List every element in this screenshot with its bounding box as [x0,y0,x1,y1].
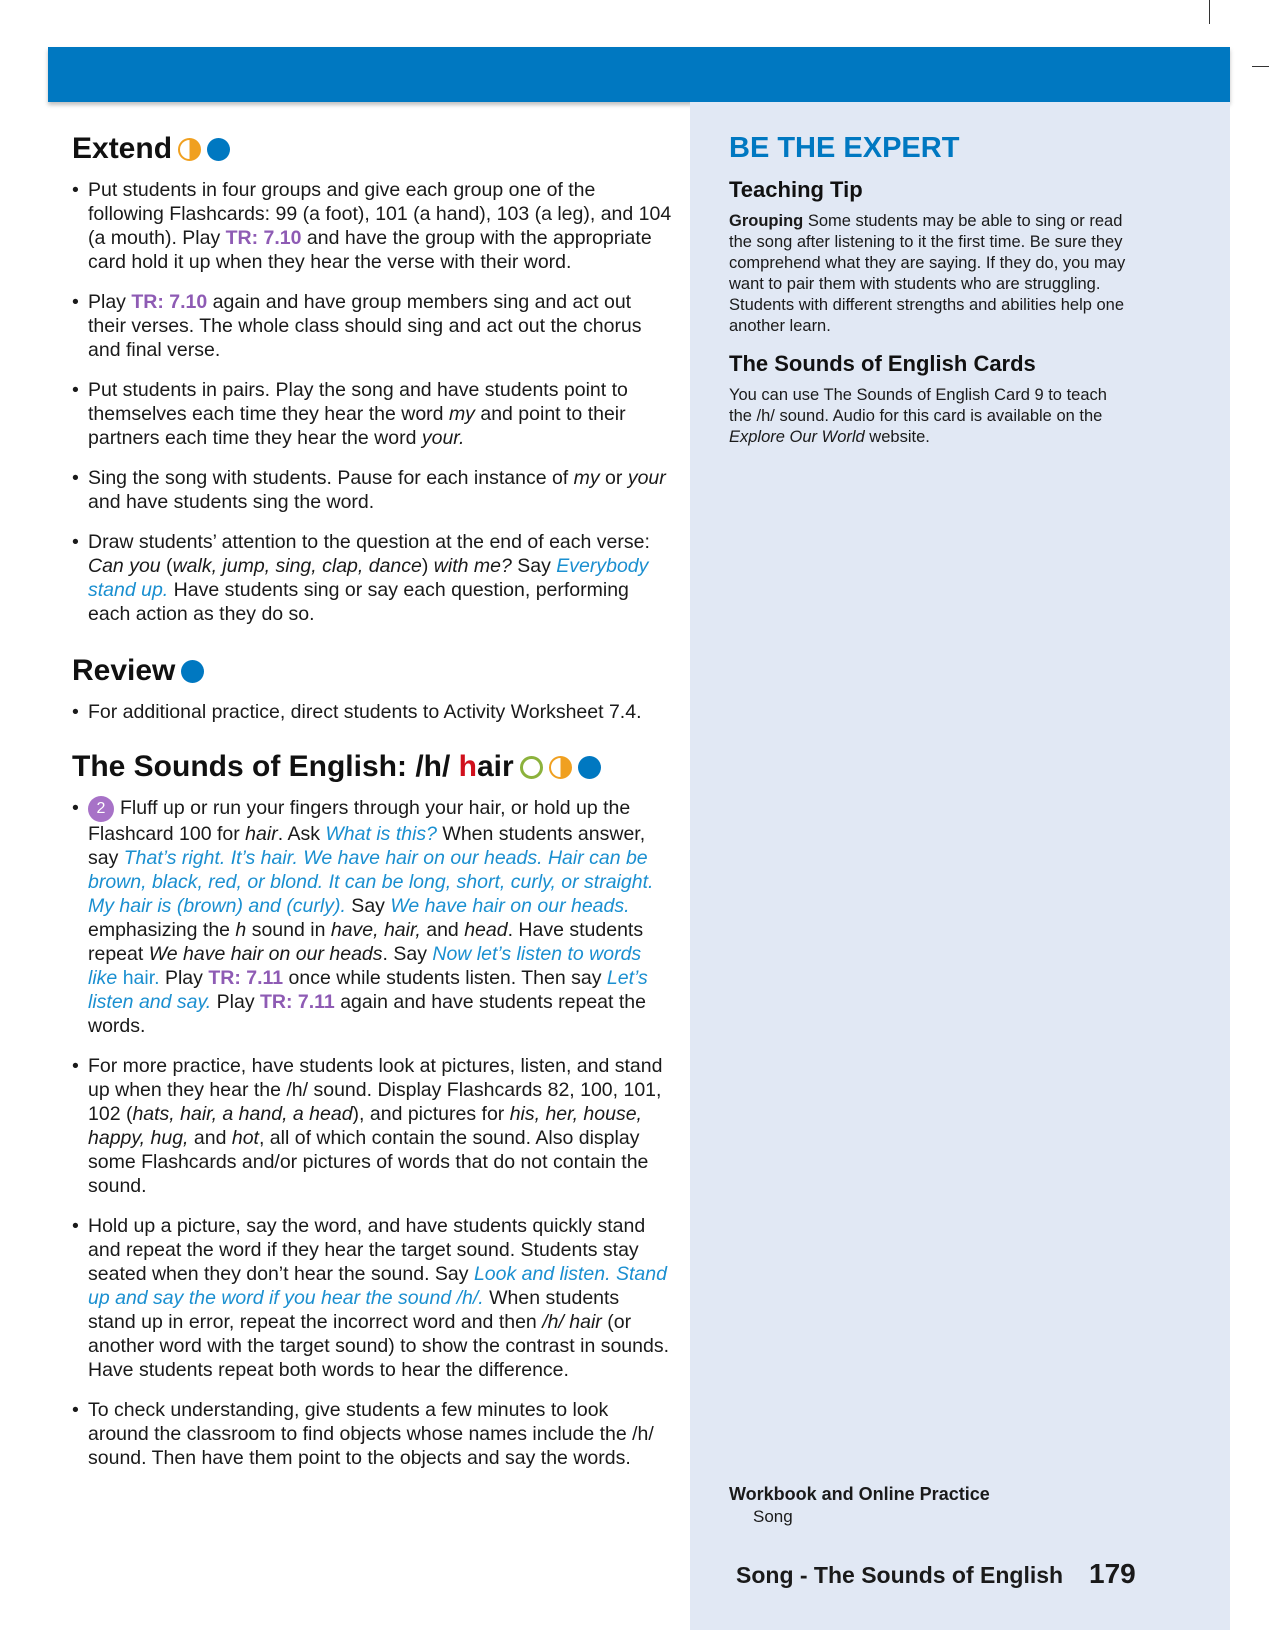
list-item: • Play TR: 7.10 again and have group members sing and act out their verses. The whole class should sing and act out the chorus and final verse. [72,290,672,362]
track-reference[interactable]: TR: 7.10 [225,227,302,249]
track-reference[interactable]: TR: 7.11 [208,967,284,989]
list-item: • 2 Fluff up or run your fingers through your hair, or hold up the Flashcard 100 for hair. Ask What is this? When students answer, say That’s right. It’s hair. We have hair on our heads. Hair can be brown, black, red, or blond. It can be long, short, curly, or straight. My hair is (brown) and (curly). Say We have hair on our heads. emphasizing the h sound in have, hair, and head. Have students repeat We have hair on our heads. Say Now let’s listen to words like hair. Play TR: 7.11 once while students listen. Then say Let’s listen and say. Play TR: 7.11 again and have students repeat the words. [72,796,672,1038]
teacher-prompt: What is this? [325,823,438,845]
full-circle-level-icon [578,756,601,779]
list-item: • Put students in four groups and give each group one of the following Flashcards: 99 (a foot), 101 (a hand), 103 (a leg), and 104 (a mouth). Play TR: 7.10 and have the group with the appropriate card hold it up when they hear the verse with their word. [72,178,672,274]
empty-circle-level-icon [520,756,543,779]
teacher-prompt: That’s right. It’s hair. We have hair on our heads. Hair can be brown, black, red, or blond. It can be long, short, curly, or straight. My hair is (brown) and (curly). [88,847,654,917]
review-title: Review [72,654,176,687]
teaching-tip-text: Grouping Some students may be able to sing or read the song after listening to it the first time. Be sure they comprehend what they are saying. If they do, you may want to pair them with students who are struggling. Students with different strengths and abilities help one another learn. [729,212,1126,335]
workbook-practice [729,1484,990,1527]
crop-mark-horizontal [1252,66,1269,67]
list-item: • For more practice, have students look at pictures, listen, and stand up when they hear the /h/ sound. Display Flashcards 82, 100, 101, 102 (hats, hair, a hand, a head), and pictures for his, her, house, happy, hug, and hot, all of which contain the sound. Also display some Flashcards and/or pictures of words that do not contain the sound. [72,1054,672,1198]
step-number-badge: 2 [88,796,114,822]
crop-mark-vertical [1209,0,1210,24]
top-banner [48,47,1230,102]
extend-list [72,178,672,626]
review-heading [72,654,672,688]
list-item: • Draw students’ attention to the question at the end of each verse: Can you (walk, jump, sing, clap, dance) with me? Say Everybody stand up. Have students sing or say each question, performing each action as they do so. [72,530,672,626]
sounds-list [72,796,672,1470]
half-circle-level-icon [549,756,572,779]
track-reference[interactable]: TR: 7.10 [131,291,208,313]
main-column [72,132,672,1486]
teaching-tip-heading: Teaching Tip [729,177,863,202]
track-reference[interactable]: TR: 7.11 [260,991,335,1013]
workbook-item: Song [753,1507,793,1526]
list-item: • For additional practice, direct students to Activity Worksheet 7.4. [72,700,672,724]
extend-title: Extend [72,132,173,165]
list-item: • Hold up a picture, say the word, and have students quickly stand and repeat the word if they hear the target sound. Students stay seated when they don’t hear the sound. Say Look and listen. Stand up and say the word if you hear the sound /h/. When students stand up in error, repeat the incorrect word and then /h/ hair (or another word with the target sound) to show the contrast in sounds. Have students repeat both words to hear the difference. [72,1214,672,1382]
extend-heading [72,132,672,166]
sound-cards-text: You can use The Sounds of English Card 9 to teach the /h/ sound. Audio for this card is available on the Explore Our World website. [729,386,1107,446]
review-list [72,700,672,724]
half-circle-level-icon [178,138,201,161]
teacher-prompt: Look and listen. Stand up and say the word if you hear the sound /h/. [88,1263,667,1309]
list-item: • Sing the song with students. Pause for each instance of my or your and have students sing the word. [72,466,672,514]
footer-title: Song - The Sounds of English [736,1562,1064,1588]
list-item: • Put students in pairs. Play the song and have students point to themselves each time they hear the word my and point to their partners each time they hear the word your. [72,378,672,450]
list-item: • To check understanding, give students a few minutes to look around the classroom to find objects whose names include the /h/ sound. Then have them point to the objects and say the words. [72,1398,672,1470]
sounds-title: The Sounds of English: /h/ hair [72,750,514,783]
page-number: 179 [1089,1558,1136,1589]
teacher-prompt: Now let’s listen to words like hair. [88,943,642,989]
be-the-expert-panel [729,132,1129,462]
workbook-title: Workbook and Online Practice [729,1484,990,1504]
teacher-prompt: Let’s listen and say. [88,967,648,1013]
teacher-prompt: Everybody stand up. [88,555,649,601]
full-circle-level-icon [207,138,230,161]
teacher-prompt: We have hair on our heads. [390,895,630,917]
sounds-heading [72,750,672,784]
be-the-expert-heading: BE THE EXPERT [729,132,960,164]
sound-cards-heading: The Sounds of English Cards [729,351,1036,376]
full-circle-level-icon [181,660,204,683]
